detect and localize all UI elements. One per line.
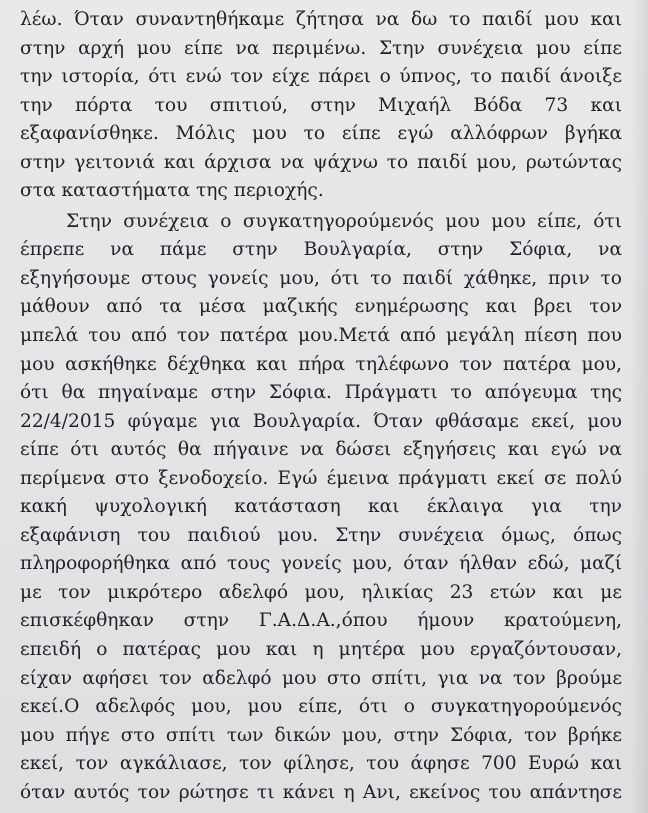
- text-line: εξαφανίσθηκε. Μόλις μου το είπε εγώ αλλόφρων βγήκα: [20, 123, 622, 145]
- text-line: στην αρχή μου είπε να περιμένω. Στην συνέχεια μου είπε: [20, 37, 622, 59]
- paragraph-1: [20, 6, 622, 206]
- text-line: είπε ότι αυτός θα πήγαινε να δώσει εξηγήσεις και εγώ να: [20, 439, 622, 461]
- text-line: μου ασκήθηκε δέχθηκα και πήρα τηλέφωνο τον πατέρα μου,: [20, 353, 622, 375]
- text-line: εκεί, τον αγκάλιασε, τον φίλησε, του άφησε 700 Ευρώ και: [20, 753, 622, 775]
- text-line: όταν αυτός τον ρώτησε τι κάνει η Ανι, εκείνος του απάντησε: [20, 781, 622, 803]
- text-line: επισκέφθηκαν στην Γ.Α.Δ.Α.,όπου ήμουν κρατούμενη,: [20, 610, 622, 632]
- text-line: κακή ψυχολογική κατάσταση και έκλαιγα για την: [20, 496, 622, 518]
- text-line: την ιστορία, ότι ενώ τον είχε πάρει ο ύπνος, το παιδί άνοιξε: [20, 66, 622, 88]
- text-line: μου πήγε στο σπίτι των δικών μου, στην Σόφια, τον βρήκε: [20, 724, 622, 746]
- text-line: μπελά του από τον πατέρα μου.Μετά από μεγάλη πίεση που: [20, 325, 622, 347]
- text-line: λέω. Όταν συναντηθήκαμε ζήτησα να δω το παιδί μου και: [20, 9, 622, 30]
- text-line: στην γειτονιά και άρχισα να ψάχνω το παιδί μου, ρωτώντας: [20, 151, 622, 173]
- text-line: στα καταστήματα της περιοχής.: [20, 180, 324, 202]
- text-line: Στην συνέχεια ο συγκατηγορούμενός μου μου είπε, ότι: [66, 210, 622, 232]
- text-line: την πόρτα του σπιτιού, στην Μιχαήλ Βόδα 73 και: [20, 94, 622, 116]
- text-line: ότι θα πηγαίναμε στην Σόφια. Πράγματι το απόγευμα της: [20, 382, 622, 404]
- text-line: μάθουν από τα μέσα μαζικής ενημέρωσης και βρει τον: [20, 296, 622, 318]
- text-line: είχαν αφήσει τον αδελφό μου στο σπίτι, για να τον βρούμε: [20, 667, 622, 689]
- text-line: με τον μικρότερο αδελφό μου, ηλικίας 23 ετών και με: [20, 581, 622, 603]
- text-line: 22/4/2015 φύγαμε για Βουλγαρία. Όταν φθάσαμε εκεί, μου: [20, 410, 622, 432]
- text-line: επειδή ο πατέρας μου και η μητέρα μου εργαζόντουσαν,: [20, 639, 622, 661]
- page-edge-shadow: [630, 0, 648, 813]
- text-line: έπρεπε να πάμε στην Βουλγαρία, στην Σόφια, να: [20, 239, 622, 261]
- text-line: εξηγήσουμε στους γονείς μου, ότι το παιδί χάθηκε, πριν το: [20, 267, 622, 289]
- text-line: εκεί.Ο αδελφός μου, μου είπε, ότι ο συγκατηγορούμενός: [20, 696, 622, 718]
- paragraph-2: [20, 208, 622, 807]
- text-line: εξαφάνιση του παιδιού μου. Στην συνέχεια όμως, όπως: [20, 524, 622, 546]
- text-line: περίμενα στο ξενοδοχείο. Εγώ έμεινα πράγματι εκεί σε πολύ: [20, 467, 622, 489]
- text-line: πληροφορήθηκα από τους γονείς μου, όταν ήλθαν εδώ, μαζί: [20, 553, 622, 575]
